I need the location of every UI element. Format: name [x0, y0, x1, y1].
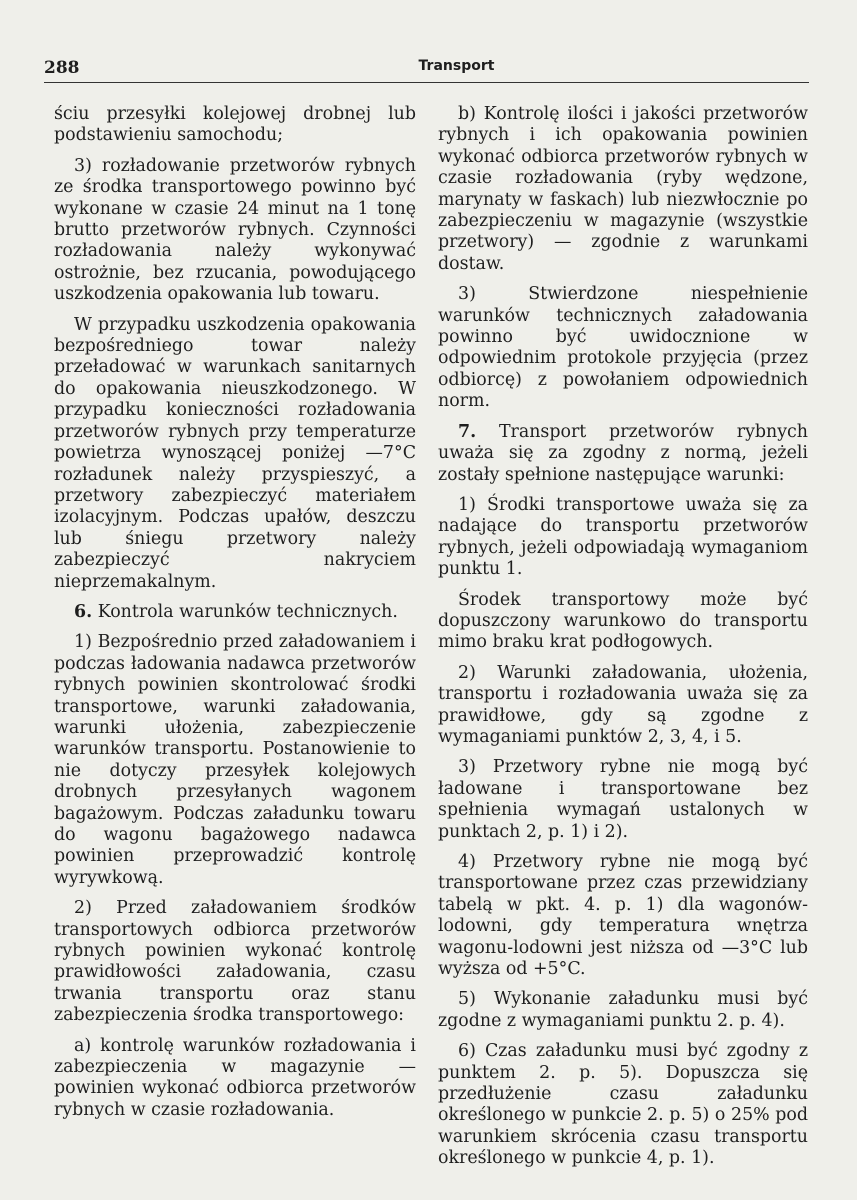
section-heading-7 [438, 422, 808, 486]
paragraph: 2) Warunki załadowania, ułożenia, transportu i rozładowania uważa się za prawidłowe, gdy są zgodne z wymaganiami punktów 2, 3, 4, i 5. [438, 662, 808, 747]
paragraph: 3) Przetwory rybne nie mogą być ładowane i transportowane bez spełnienia wymagań ustalonych w punktach 2, p. 1) i 2). [438, 757, 808, 842]
section-text: Transport przetworów rybnych uważa się za zgodny z normą, jeżeli zostały spełnione następujące warunki: [438, 421, 808, 485]
paragraph: 3) Stwierdzone niespełnienie warunków technicznych załadowania powinno być uwidocznione w odpowiednim protokole przyjęcia (przez odbiorcę) z powołaniem odpowiednich norm. [438, 284, 808, 412]
paragraph: 3) rozładowanie przetworów rybnych ze środka transportowego powinno być wykonane w czasie 24 minut na 1 tonę brutto przetworów rybnych. Czynności rozładowania należy wykonywać ostrożnie, bez rzucania, powodującego uszkodzenia opakowania lub towaru. [54, 155, 416, 305]
section-number: 7. [458, 421, 477, 442]
running-title: Transport [418, 58, 495, 74]
page-header [44, 56, 809, 83]
section-heading-6 [54, 602, 416, 623]
page-number: 288 [44, 58, 80, 78]
paragraph: W przypadku uszkodzenia opakowania bezpośredniego towar należy przeładować w warunkach sanitarnych do opakowania nieuszkodzonego. W przypadku konieczności rozładowania przetworów rybnych przy temperaturze powietrza wynoszącej poniżej —7°C rozładunek należy przyspieszyć, a przetwory zabezpieczyć materiałem izolacyjnym. Podczas upałów, deszczu lub śniegu przetwory należy zabezpieczyć nakryciem nieprzemakalnym. [54, 314, 416, 592]
paragraph: 5) Wykonanie załadunku musi być zgodne z wymaganiami punktu 2. p. 4). [438, 989, 808, 1031]
paragraph: 1) Środki transportowe uważa się za nadające do transportu przetworów rybnych, jeżeli odpowiadają wymaganiom punktu 1. [438, 494, 808, 580]
paragraph: 4) Przetwory rybne nie mogą być transportowane przez czas przewidziany tabelą w pkt. 4. p. 1) dla wagonów-lodowni, gdy temperatura wnętrza wagonu-lodowni jest niższa od —3°C lub wyższa od +5°C. [438, 852, 808, 980]
right-column [438, 104, 808, 1170]
paragraph: Środek transportowy może być dopuszczony warunkowo do transportu mimo braku krat podłogowych. [438, 589, 808, 653]
section-title: Kontrola warunków technicznych. [97, 601, 398, 622]
paragraph: ściu przesyłki kolejowej drobnej lub podstawieniu samochodu; [54, 104, 416, 146]
left-column [54, 104, 416, 1121]
paragraph: 1) Bezpośrednio przed załadowaniem i podczas ładowania nadawca przetworów rybnych powinien skontrolować środki transportowe, warunki załadowania, warunki ułożenia, zabezpieczenie warunków transportu. Postanowienie to nie dotyczy przesyłek kolejowych drobnych przesyłanych wagonem bagażowym. Podczas załadunku towaru do wagonu bagażowego nadawca powinien przeprowadzić kontrolę wyrywkową. [54, 632, 416, 888]
paragraph: 2) Przed załadowaniem środków transportowych odbiorca przetworów rybnych powinien wykonać kontrolę prawidłowości załadowania, czasu trwania transportu oraz stanu zabezpieczenia środka transportowego: [54, 898, 416, 1026]
paragraph: 6) Czas załadunku musi być zgodny z punktem 2. p. 5). Dopuszcza się przedłużenie czasu załadunku określonego w punkcie 2. p. 5) o 25% pod warunkiem skrócenia czasu transportu określonego w punkcie 4, p. 1). [438, 1041, 808, 1169]
section-number: 6. [74, 601, 93, 622]
paragraph: a) kontrolę warunków rozładowania i zabezpieczenia w magazynie — powinien wykonać odbiorca przetworów rybnych w czasie rozładowania. [54, 1035, 416, 1120]
paragraph: b) Kontrolę ilości i jakości przetworów rybnych i ich opakowania powinien wykonać odbiorca przetworów rybnych w czasie rozładowania (ryby wędzone, marynaty w faskach) lub niezwłocznie po zabezpieczeniu w magazynie (wszystkie przetwory) — zgodnie z warunkami dostaw. [438, 104, 808, 274]
